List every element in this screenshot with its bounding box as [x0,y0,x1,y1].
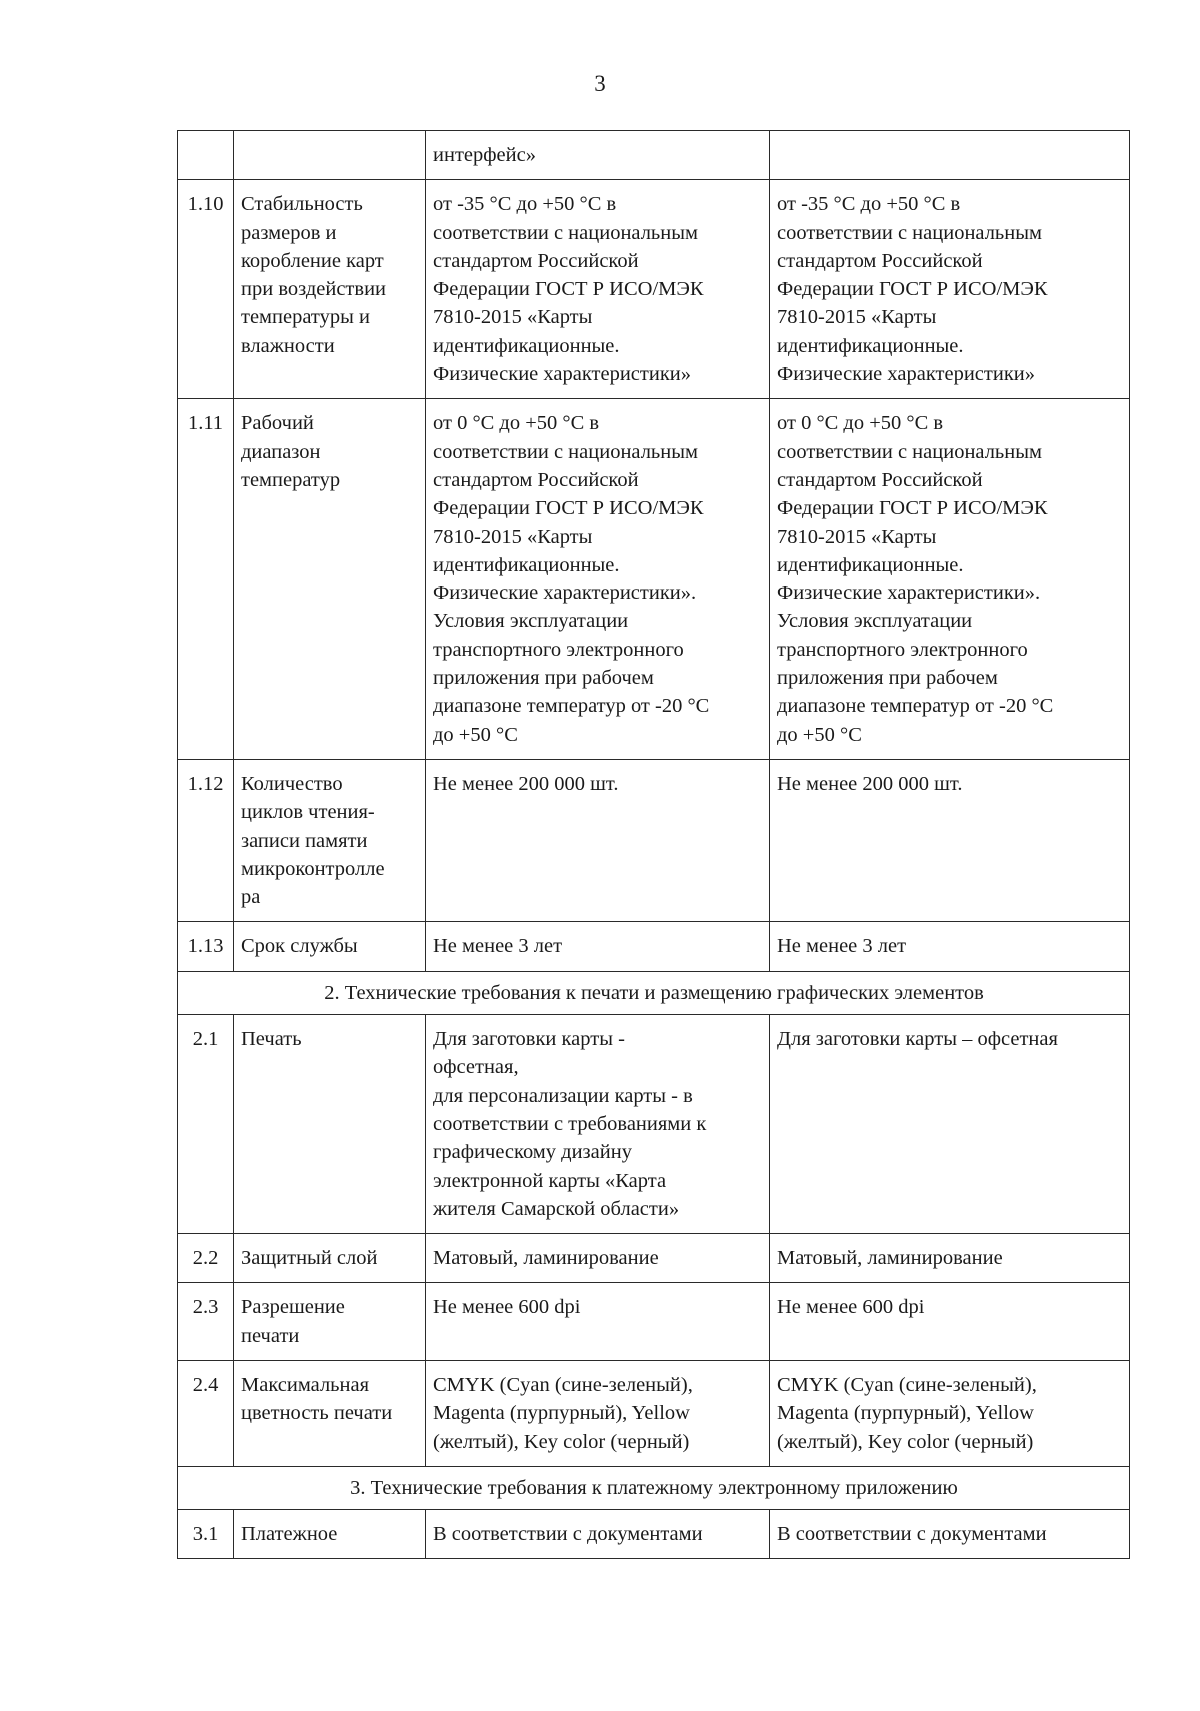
table-row [178,180,1130,399]
row-number: 3.1 [178,1510,234,1559]
offered-value: Не менее 200 000 шт. [770,759,1130,921]
offered-value: Матовый, ламинирование [770,1234,1130,1283]
offered-value: В соответствии с документами [770,1510,1130,1559]
offered-value: от -35 °С до +50 °С в соответствии с национальным стандартом Российской Федерации ГОСТ Р ИСО/МЭК 7810-2015 «Карты идентификационные. Физические характеристики» [770,180,1130,399]
offered-value: Для заготовки карты – офсетная [770,1015,1130,1234]
specification-table [177,130,1130,1559]
parameter-name: Разрешение печати [234,1283,426,1361]
parameter-name [234,131,426,180]
requirement-value: CMYK (Cyan (сине-зеленый), Magenta (пурпурный), Yellow (желтый), Key color (черный) [426,1360,770,1466]
offered-value [770,131,1130,180]
section-heading: 3. Технические требования к платежному электронному приложению [178,1466,1130,1509]
table-row [178,1015,1130,1234]
row-number: 1.12 [178,759,234,921]
row-number: 1.10 [178,180,234,399]
parameter-name: Рабочий диапазон температур [234,399,426,760]
parameter-name: Платежное [234,1510,426,1559]
parameter-name: Стабильность размеров и коробление карт при воздействии температуры и влажности [234,180,426,399]
parameter-name: Количество циклов чтения- записи памяти микроконтролле ра [234,759,426,921]
requirement-value: Не менее 600 dpi [426,1283,770,1361]
parameter-name: Срок службы [234,922,426,971]
section-row [178,1466,1130,1509]
parameter-name: Печать [234,1015,426,1234]
requirement-value: от 0 °С до +50 °С в соответствии с национальным стандартом Российской Федерации ГОСТ Р ИСО/МЭК 7810-2015 «Карты идентификационные. Физические характеристики». Условия эксплуатации транспортного электронного приложения при рабочем диапазоне температур от -20 °С до +50 °С [426,399,770,760]
row-number: 2.1 [178,1015,234,1234]
row-number: 2.3 [178,1283,234,1361]
table-row [178,1234,1130,1283]
table-row [178,399,1130,760]
table-row [178,1510,1130,1559]
requirement-value: Не менее 3 лет [426,922,770,971]
requirement-value: от -35 °С до +50 °С в соответствии с национальным стандартом Российской Федерации ГОСТ Р ИСО/МЭК 7810-2015 «Карты идентификационные. Физические характеристики» [426,180,770,399]
table-row [178,1360,1130,1466]
table-row [178,1283,1130,1361]
parameter-name: Защитный слой [234,1234,426,1283]
offered-value: Не менее 600 dpi [770,1283,1130,1361]
row-number: 2.2 [178,1234,234,1283]
requirement-value: В соответствии с документами [426,1510,770,1559]
row-number: 1.11 [178,399,234,760]
parameter-name: Максимальная цветность печати [234,1360,426,1466]
table-row [178,131,1130,180]
requirement-value: интерфейс» [426,131,770,180]
table-row [178,759,1130,921]
offered-value: Не менее 3 лет [770,922,1130,971]
specification-table-body [178,131,1130,1559]
requirement-value: Для заготовки карты - офсетная, для персонализации карты - в соответствии с требованиями к графическому дизайну электронной карты «Карта жителя Самарской области» [426,1015,770,1234]
requirement-value: Не менее 200 000 шт. [426,759,770,921]
table-row [178,922,1130,971]
section-heading: 2. Технические требования к печати и размещению графических элементов [178,971,1130,1014]
page-number: 3 [594,71,606,96]
requirement-value: Матовый, ламинирование [426,1234,770,1283]
row-number: 1.13 [178,922,234,971]
offered-value: от 0 °С до +50 °С в соответствии с национальным стандартом Российской Федерации ГОСТ Р ИСО/МЭК 7810-2015 «Карты идентификационные. Физические характеристики». Условия эксплуатации транспортного электронного приложения при рабочем диапазоне температур от -20 °С до +50 °С [770,399,1130,760]
row-number [178,131,234,180]
section-row [178,971,1130,1014]
row-number: 2.4 [178,1360,234,1466]
offered-value: CMYK (Cyan (сине-зеленый), Magenta (пурпурный), Yellow (желтый), Key color (черный) [770,1360,1130,1466]
